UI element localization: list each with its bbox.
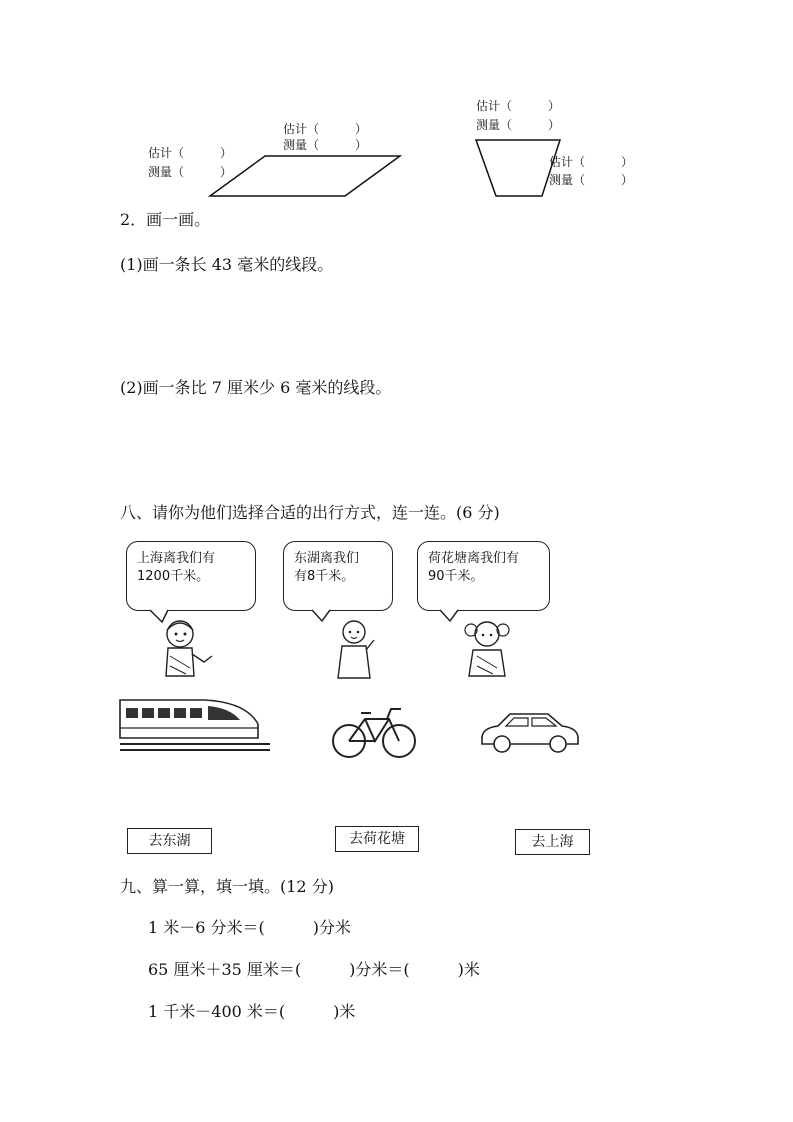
destination-donghu: 去东湖 [127, 828, 212, 854]
boy-waving-icon [156, 616, 216, 680]
trapezoid-right-measure: 测量（ ） [549, 173, 634, 187]
parallelogram-top-measure: 测量（ ） [283, 138, 368, 152]
calc-item-3: 1 千米－400 米＝( )米 [148, 1002, 356, 1021]
destination-shanghai: 去上海 [515, 829, 590, 855]
speech-bubble-shanghai: 上海离我们有 1200千米。 [126, 541, 256, 611]
girl-with-pigtails-icon [461, 618, 515, 678]
trapezoid-top-estimate: 估计（ ） [476, 99, 561, 113]
high-speed-train-icon [120, 694, 272, 754]
parallelogram-top-estimate: 估计（ ） [283, 122, 368, 136]
girl-icon [334, 616, 382, 680]
car-icon [478, 708, 582, 756]
draw-question-2: (2)画一条比 7 厘米少 6 毫米的线段。 [120, 378, 392, 397]
draw-question-1: (1)画一条长 43 毫米的线段。 [120, 255, 334, 274]
section-nine-title: 九、算一算，填一填。(12 分) [120, 877, 334, 896]
speech-bubble-donghu: 东湖离我们 有8千米。 [283, 541, 393, 611]
destination-hehuatang: 去荷花塘 [335, 826, 419, 852]
parallelogram-left-measure: 测量（ ） [148, 165, 233, 179]
bicycle-icon [331, 697, 419, 761]
calc-item-2: 65 厘米＋35 厘米＝( )分米＝( )米 [148, 960, 480, 979]
trapezoid-right-estimate: 估计（ ） [549, 155, 634, 169]
section-eight-title: 八、请你为他们选择合适的出行方式，连一连。(6 分) [120, 503, 500, 522]
draw-section-title: 2．画一画。 [120, 210, 211, 229]
calc-item-1: 1 米－6 分米＝( )分米 [148, 918, 352, 937]
parallelogram-left-estimate: 估计（ ） [148, 146, 233, 160]
trapezoid-top-measure: 测量（ ） [476, 118, 561, 132]
speech-bubble-hehuatang: 荷花塘离我们有 90千米。 [417, 541, 550, 611]
